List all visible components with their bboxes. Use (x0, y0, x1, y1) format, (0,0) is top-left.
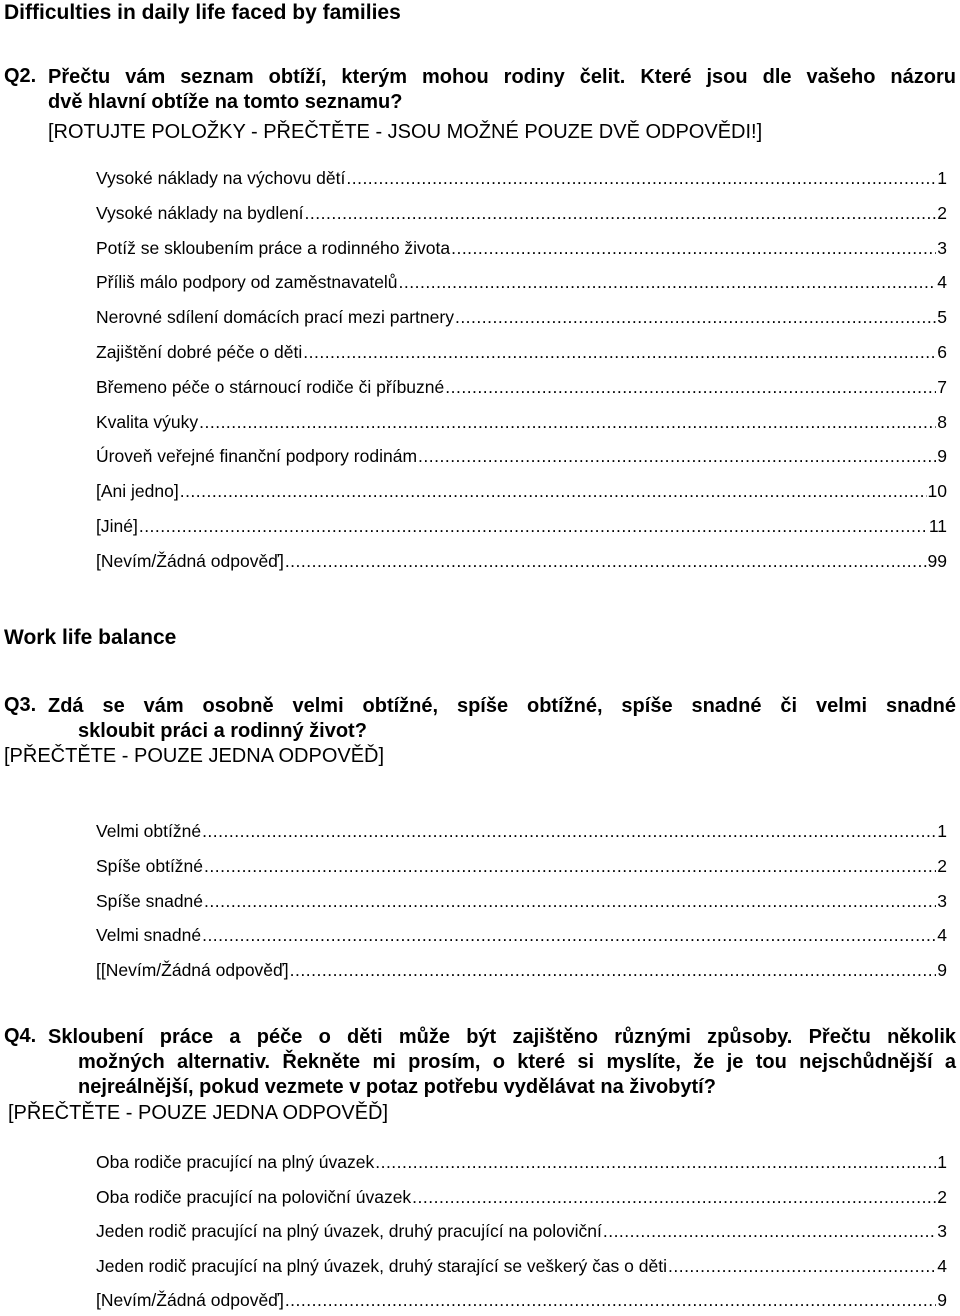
option-label: Příliš málo podpory od zaměstnavatelů (96, 272, 398, 293)
q4-option-row (96, 1256, 947, 1282)
option-label: Úroveň veřejné finanční podpory rodinám (96, 446, 418, 467)
option-label: [Jiné] (96, 516, 138, 536)
q2-option-row (96, 481, 947, 507)
q4-option-row (96, 1187, 947, 1213)
q4-number: Q4. (4, 1025, 37, 1047)
option-code: 3 (937, 890, 947, 911)
option-label: Kvalita výuky (96, 411, 199, 432)
option-code: 3 (937, 237, 947, 258)
dot-leader (412, 1187, 936, 1208)
option-label: [Nevím/Žádná odpověď] (96, 550, 284, 571)
option-label: Jeden rodič pracující na plný úvazek, druhý pracující na poloviční (96, 1221, 602, 1241)
q2-option-row (96, 412, 947, 438)
option-code: 1 (937, 1152, 947, 1172)
option-code: 4 (937, 925, 947, 946)
page-title: Difficulties in daily life faced by families (4, 1, 401, 24)
option-label: Velmi snadné (96, 925, 202, 946)
option-code: 1 (937, 821, 947, 841)
dot-leader (346, 168, 936, 189)
option-label: Vysoké náklady na bydlení (96, 202, 304, 223)
q2-option-row (96, 238, 947, 264)
dot-leader (199, 412, 936, 433)
q2-option-row (96, 203, 947, 229)
option-label: [Nevím/Žádná odpověď] (96, 1290, 284, 1310)
dot-leader (180, 481, 927, 502)
dot-leader (204, 891, 936, 912)
q3-question-line2: skloubit práci a rodinný život? (78, 720, 367, 742)
option-code: 9 (937, 1290, 947, 1310)
dot-leader (303, 342, 936, 363)
option-label: Velmi obtížné (96, 821, 202, 841)
dot-leader (285, 1290, 936, 1311)
q3-option-row (96, 925, 947, 951)
option-code: 5 (937, 307, 947, 328)
option-code: 1 (937, 168, 947, 188)
q2-number: Q2. (4, 65, 37, 87)
dot-leader (399, 272, 937, 293)
q2-option-row (96, 551, 947, 577)
q4-question-line2: možných alternativ. Řekněte mi prosím, o které si myslíte, že je tou nejschůdnější a (78, 1051, 956, 1073)
q2-option-row (96, 516, 947, 542)
q2-option-row (96, 342, 947, 368)
q3-question-line1: Zdá se vám osobně velmi obtížné, spíše obtížné, spíše snadné či velmi snadné (48, 695, 956, 717)
q4-option-row (96, 1221, 947, 1247)
option-label: [[Nevím/Žádná odpověď] (96, 960, 289, 981)
option-code: 2 (937, 855, 947, 876)
dot-leader (290, 960, 937, 981)
section-heading-work-life-balance: Work life balance (4, 626, 177, 649)
option-code: 8 (937, 411, 947, 432)
option-label: Potíž se skloubením práce a rodinného života (96, 237, 451, 258)
q3-option-row (96, 856, 947, 882)
option-label: Spíše snadné (96, 890, 204, 911)
q4-question-line1: Skloubení práce a péče o děti může být zajištěno různými způsoby. Přečtu několik (48, 1026, 956, 1048)
dot-leader (418, 446, 936, 467)
dot-leader (445, 377, 936, 398)
option-code: 7 (937, 376, 947, 397)
option-label: [Ani jedno] (96, 481, 179, 502)
dot-leader (139, 516, 928, 537)
q2-question-line2: dvě hlavní obtíže na tomto seznamu? (48, 91, 403, 113)
option-code: 11 (928, 516, 947, 536)
q2-option-row (96, 272, 947, 298)
dot-leader (451, 238, 936, 259)
q4-option-row (96, 1152, 947, 1178)
option-label: Zajištění dobré péče o děti (96, 342, 303, 362)
option-label: Oba rodiče pracující na poloviční úvazek (96, 1186, 412, 1207)
q3-number: Q3. (4, 694, 37, 716)
option-label: Břemeno péče o stárnoucí rodiče či příbuzné (96, 376, 445, 397)
q2-option-row (96, 307, 947, 333)
option-label: Jeden rodič pracující na plný úvazek, druhý starající se veškerý čas o děti (96, 1255, 667, 1276)
dot-leader (603, 1221, 936, 1242)
q2-question-line1: Přečtu vám seznam obtíží, kterým mohou rodiny čelit. Které jsou dle vašeho názoru (48, 66, 956, 88)
dot-leader (455, 307, 936, 328)
option-label: Oba rodiče pracující na plný úvazek (96, 1152, 375, 1172)
dot-leader (375, 1152, 936, 1173)
option-code: 99 (927, 550, 947, 571)
option-label: Nerovné sdílení domácích prací mezi partnery (96, 307, 454, 328)
option-code: 6 (937, 342, 947, 362)
option-label: Vysoké náklady na výchovu dětí (96, 168, 346, 188)
dot-leader (202, 925, 936, 946)
q2-instruction: [ROTUJTE POLOŽKY - PŘEČTĚTE - JSOU MOŽNÉ POUZE DVĚ ODPOVĚDI!] (48, 121, 763, 143)
option-code: 2 (937, 202, 947, 223)
option-code: 9 (937, 960, 947, 981)
dot-leader (285, 551, 927, 572)
option-code: 2 (937, 1186, 947, 1207)
q3-option-row (96, 891, 947, 917)
q3-instruction: [PŘEČTĚTE - POUZE JEDNA ODPOVĚĎ] (4, 745, 385, 767)
dot-leader (305, 203, 937, 224)
q2-option-row (96, 377, 947, 403)
q4-option-row (96, 1290, 947, 1316)
q3-option-row (96, 960, 947, 986)
q4-question-line3: nejreálnější, pokud vezmete v potaz potřebu vydělávat na živobytí? (78, 1076, 716, 1098)
dot-leader (204, 856, 936, 877)
q2-option-row (96, 168, 947, 194)
dot-leader (668, 1256, 936, 1277)
option-code: 4 (937, 272, 947, 293)
q3-option-row (96, 821, 947, 847)
q4-instruction: [PŘEČTĚTE - POUZE JEDNA ODPOVĚĎ] (8, 1102, 389, 1124)
q2-option-row (96, 446, 947, 472)
option-code: 9 (937, 446, 947, 467)
option-code: 3 (937, 1221, 947, 1241)
option-label: Spíše obtížné (96, 855, 204, 876)
option-code: 4 (937, 1255, 947, 1276)
dot-leader (202, 821, 936, 842)
option-code: 10 (927, 481, 947, 502)
